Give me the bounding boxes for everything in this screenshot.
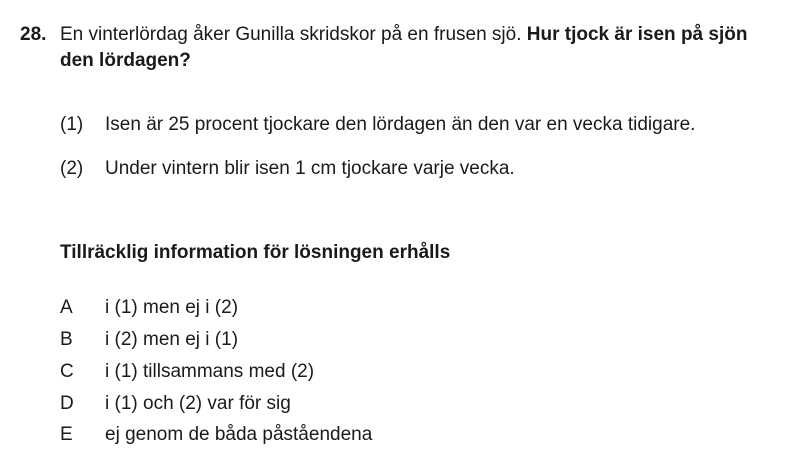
option-b-letter: B [60,329,73,350]
option-c[interactable] [60,359,314,385]
question-text [60,22,780,74]
option-a[interactable] [60,295,238,321]
option-b-text: i (2) men ej i (1) [105,329,239,350]
option-c-letter: C [60,361,74,382]
option-a-text: i (1) men ej i (2) [105,297,239,318]
option-a-letter: A [60,297,73,318]
option-d-text: i (1) och (2) var för sig [105,393,291,414]
question-text-plain: En vinterlördag åker Gunilla skridskor på en frusen sjö. [60,24,527,45]
instruction-heading: Tillräcklig information för lösningen erhålls [60,242,451,263]
option-c-text: i (1) tillsammans med (2) [105,361,315,382]
option-b[interactable] [60,327,238,353]
option-d[interactable] [60,391,291,417]
statement-1-text: Isen är 25 procent tjockare den lördagen än den var en vecka tidigare. [105,114,696,135]
option-e-letter: E [60,424,73,445]
statement-2 [60,156,515,182]
option-e-text: ej genom de båda påståendena [105,424,373,445]
statement-1 [60,112,695,138]
question-number: 28. [20,24,47,45]
option-d-letter: D [60,393,74,414]
statement-1-label: (1) [60,114,84,135]
statement-2-label: (2) [60,158,84,179]
option-e[interactable] [60,422,372,448]
statement-2-text: Under vintern blir isen 1 cm tjockare varje vecka. [105,158,515,179]
question-text-bold: Hur tjock är isen på sjön den lördagen? [60,24,748,71]
